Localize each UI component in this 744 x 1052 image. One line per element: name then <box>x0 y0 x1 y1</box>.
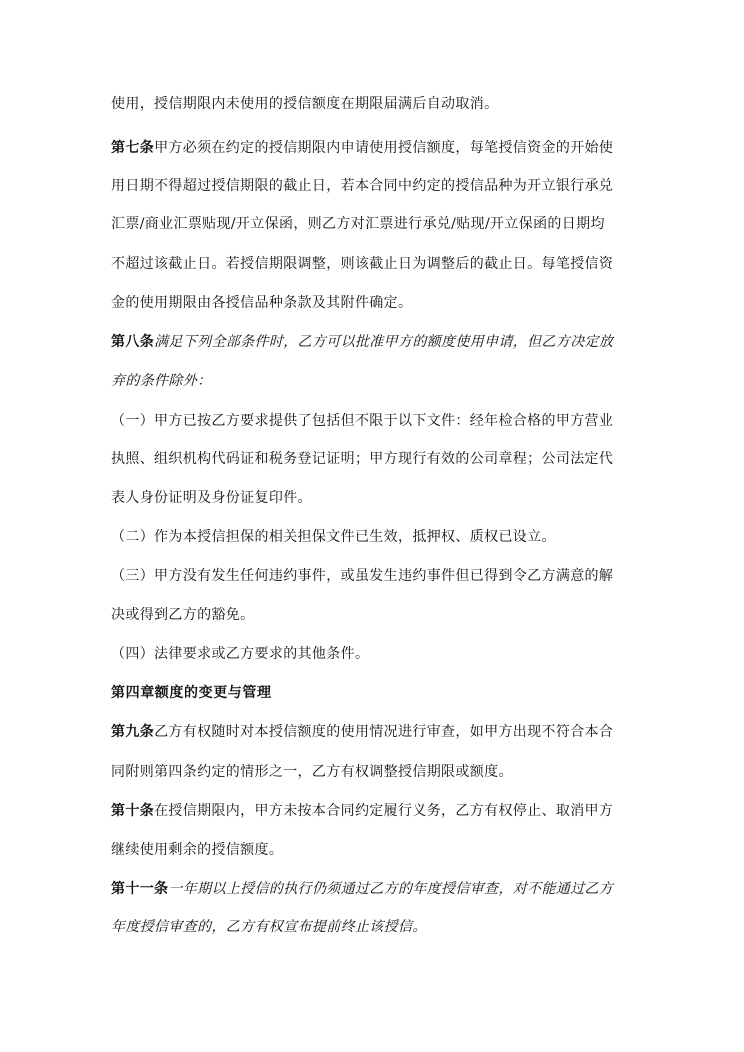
paragraph-line <box>111 763 639 781</box>
list-item-3 <box>111 567 639 585</box>
chapter-heading <box>111 684 639 702</box>
line-text: 在授信期限内，甲方未按本合同约定履行义务，乙方有权停止、取消甲方 <box>154 803 614 819</box>
line-text: 决或得到乙方的豁免。 <box>111 607 255 623</box>
list-item-1 <box>111 412 639 430</box>
line-text: 金的使用期限由各授信品种条款及其附件确定。 <box>111 295 413 311</box>
article-8-line <box>111 333 639 351</box>
paragraph-line <box>111 177 639 195</box>
line-text: 满足下列全部条件时，乙方可以批准甲方的额度使用申请，但乙方决定放 <box>154 334 614 350</box>
paragraph-line <box>111 255 639 273</box>
paragraph-line <box>111 489 639 507</box>
article-label: 第十一条 <box>111 881 169 897</box>
article-11-line <box>111 880 639 898</box>
heading-text: 第四章额度的变更与管理 <box>111 685 272 701</box>
list-item-4 <box>111 645 639 663</box>
article-label: 第九条 <box>111 724 155 740</box>
line-text: 甲方必须在约定的授信期限内申请使用授信额度，每笔授信资金的开始使 <box>154 140 614 156</box>
article-label: 第七条 <box>111 140 155 156</box>
line-text: （一）甲方已按乙方要求提供了包括但不限于以下文件：经年检合格的甲方营业 <box>111 413 614 429</box>
paragraph-line <box>111 841 639 859</box>
line-text: 一年期以上授信的执行仍须通过乙方的年度授信审查，对不能通过乙方 <box>168 881 614 897</box>
line-text: （二）作为本授信担保的相关担保文件已生效，抵押权、质权已设立。 <box>111 529 556 545</box>
list-item-2 <box>111 528 639 546</box>
paragraph-line <box>111 95 639 113</box>
line-text: 汇票/商业汇票贴现/开立保函，则乙方对汇票进行承兑/贴现/开立保函的日期均 <box>111 216 605 232</box>
paragraph-line <box>111 215 639 233</box>
paragraph-line <box>111 606 639 624</box>
line-text: 表人身份证明及身份证复印件。 <box>111 490 312 506</box>
article-label: 第八条 <box>111 334 155 350</box>
line-text: （三）甲方没有发生任何违约事件，或虽发生违约事件但已得到令乙方满意的解 <box>111 568 614 584</box>
paragraph-line <box>111 294 639 312</box>
paragraph-line <box>111 918 639 936</box>
line-text: 年度授信审查的，乙方有权宣布提前终止该授信。 <box>111 919 427 935</box>
line-text: 乙方有权随时对本授信额度的使用情况进行审查，如甲方出现不符合本合 <box>154 724 614 740</box>
line-text: （四）法律要求或乙方要求的其他条件。 <box>111 646 370 662</box>
line-text: 执照、组织机构代码证和税务登记证明；甲方现行有效的公司章程；公司法定代 <box>111 451 614 467</box>
line-text: 不超过该截止日。若授信期限调整，则该截止日为调整后的截止日。每笔授信资 <box>111 256 614 272</box>
article-9-line <box>111 723 639 741</box>
paragraph-line <box>111 450 639 468</box>
line-text: 同附则第四条约定的情形之一，乙方有权调整授信期限或额度。 <box>111 764 513 780</box>
paragraph-line <box>111 372 639 390</box>
article-10-line <box>111 802 639 820</box>
line-text: 继续使用剩余的授信额度。 <box>111 842 284 858</box>
line-text: 弃的条件除外： <box>111 373 212 389</box>
article-7-line <box>111 139 639 157</box>
line-text: 用日期不得超过授信期限的截止日，若本合同中约定的授信品种为开立银行承兑 <box>111 178 614 194</box>
line-text: 使用，授信期限内未使用的授信额度在期限届满后自动取消。 <box>111 96 499 112</box>
article-label: 第十条 <box>111 803 155 819</box>
